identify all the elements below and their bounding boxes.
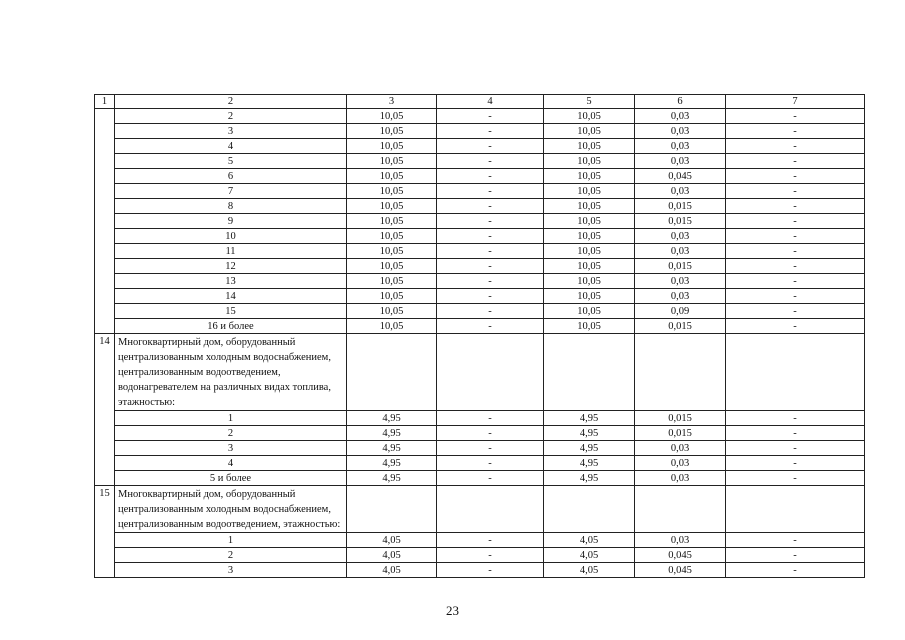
table-cell: - — [726, 426, 865, 441]
row-number: 14 — [95, 334, 115, 486]
table-cell: 10,05 — [544, 289, 635, 304]
table-cell: 3 — [115, 124, 347, 139]
table-cell: 0,015 — [635, 411, 726, 426]
empty-cell — [635, 486, 726, 533]
table-cell: 10,05 — [347, 139, 437, 154]
table-cell: 4,95 — [544, 411, 635, 426]
table-cell: - — [726, 184, 865, 199]
column-header: 7 — [726, 95, 865, 109]
group-description: Многоквартирный дом, оборудованный централизованным холодным водоснабжением, централизованным водоотведением, этажностью: — [115, 486, 347, 533]
table-cell: 3 — [115, 563, 347, 578]
table-cell: 10,05 — [347, 229, 437, 244]
table-row — [95, 563, 865, 578]
table-row — [95, 244, 865, 259]
table-cell: 4 — [115, 456, 347, 471]
table-cell: 0,03 — [635, 244, 726, 259]
table-cell: 4,95 — [347, 426, 437, 441]
table-cell: 0,045 — [635, 169, 726, 184]
table-cell: 2 — [115, 548, 347, 563]
table-cell: - — [437, 456, 544, 471]
table-cell: 10,05 — [544, 229, 635, 244]
table-cell: - — [437, 229, 544, 244]
table-cell: 0,03 — [635, 124, 726, 139]
column-header: 6 — [635, 95, 726, 109]
table-row — [95, 124, 865, 139]
table-cell: - — [437, 563, 544, 578]
group-title-row — [95, 334, 865, 411]
column-header: 3 — [347, 95, 437, 109]
page-number: 23 — [446, 603, 459, 618]
table-cell: 0,03 — [635, 533, 726, 548]
table-row — [95, 169, 865, 184]
table-cell: 4,05 — [544, 533, 635, 548]
table-cell: 10,05 — [347, 109, 437, 124]
table-cell: 11 — [115, 244, 347, 259]
table-cell: 4,05 — [347, 563, 437, 578]
table-cell: 0,03 — [635, 109, 726, 124]
table-cell: 4 — [115, 139, 347, 154]
table-cell: 3 — [115, 441, 347, 456]
table-cell: 2 — [115, 426, 347, 441]
table-cell: - — [726, 533, 865, 548]
table-cell: 0,03 — [635, 154, 726, 169]
table-cell: - — [726, 548, 865, 563]
table-cell: - — [726, 319, 865, 334]
table-cell: 4,95 — [544, 426, 635, 441]
table-cell: 0,03 — [635, 456, 726, 471]
table-row — [95, 259, 865, 274]
table-row — [95, 456, 865, 471]
empty-cell — [347, 334, 437, 411]
table-cell: - — [726, 244, 865, 259]
table-row — [95, 441, 865, 456]
norms-table — [94, 94, 865, 578]
table-cell: 0,03 — [635, 139, 726, 154]
table-cell: 10,05 — [544, 139, 635, 154]
table-cell: 10,05 — [544, 214, 635, 229]
table-cell: 0,03 — [635, 229, 726, 244]
table-cell: 0,03 — [635, 289, 726, 304]
table-cell: - — [726, 124, 865, 139]
table-cell: 7 — [115, 184, 347, 199]
table-cell: - — [726, 139, 865, 154]
table-cell: - — [437, 199, 544, 214]
table-cell: 4,95 — [347, 456, 437, 471]
table-body — [95, 95, 865, 578]
table-cell: - — [437, 304, 544, 319]
table-cell: - — [437, 548, 544, 563]
table-cell: 4,95 — [544, 471, 635, 486]
table-cell: 2 — [115, 109, 347, 124]
column-header: 2 — [115, 95, 347, 109]
table-cell: 4,95 — [544, 456, 635, 471]
table-cell: 15 — [115, 304, 347, 319]
table-cell: - — [437, 319, 544, 334]
table-cell: 10,05 — [347, 199, 437, 214]
table-cell: 10,05 — [347, 319, 437, 334]
table-cell: - — [437, 124, 544, 139]
table-cell: 10,05 — [544, 124, 635, 139]
table-cell: 10,05 — [544, 184, 635, 199]
table-row — [95, 411, 865, 426]
table-cell: - — [437, 274, 544, 289]
table-cell: 4,95 — [347, 441, 437, 456]
table-cell: - — [726, 289, 865, 304]
table-cell: 5 и более — [115, 471, 347, 486]
table-cell: 0,015 — [635, 426, 726, 441]
table-row — [95, 319, 865, 334]
table-cell: - — [437, 259, 544, 274]
table-cell: 4,05 — [347, 548, 437, 563]
table-cell: 0,045 — [635, 548, 726, 563]
table-row — [95, 289, 865, 304]
table-row — [95, 139, 865, 154]
table-row — [95, 274, 865, 289]
table-cell: 12 — [115, 259, 347, 274]
table-cell: 10,05 — [544, 154, 635, 169]
table-cell: 9 — [115, 214, 347, 229]
table-cell: 10,05 — [544, 199, 635, 214]
table-row — [95, 214, 865, 229]
table-cell: 4,05 — [544, 548, 635, 563]
table-cell: - — [437, 441, 544, 456]
table-cell: 10,05 — [544, 274, 635, 289]
empty-cell — [347, 486, 437, 533]
table-cell: 4,05 — [347, 533, 437, 548]
table-cell: 5 — [115, 154, 347, 169]
table-cell: 10,05 — [347, 124, 437, 139]
table-cell: - — [726, 169, 865, 184]
table-cell: 0,03 — [635, 274, 726, 289]
table-cell: 10,05 — [347, 154, 437, 169]
table-cell: 0,045 — [635, 563, 726, 578]
table-cell: 4,95 — [347, 471, 437, 486]
table-cell: - — [437, 411, 544, 426]
empty-cell — [437, 486, 544, 533]
table-row — [95, 533, 865, 548]
table-cell: 10,05 — [347, 244, 437, 259]
table-cell: 0,015 — [635, 259, 726, 274]
empty-cell — [544, 486, 635, 533]
empty-cell — [726, 486, 865, 533]
table-cell: 14 — [115, 289, 347, 304]
table-cell: 10 — [115, 229, 347, 244]
table-cell: 10,05 — [347, 169, 437, 184]
table-cell: - — [726, 441, 865, 456]
table-cell: 8 — [115, 199, 347, 214]
empty-cell — [437, 334, 544, 411]
row-number: 15 — [95, 486, 115, 578]
table-cell: 1 — [115, 533, 347, 548]
group-title-row — [95, 486, 865, 533]
table-row — [95, 426, 865, 441]
table-cell: - — [726, 214, 865, 229]
table-cell: - — [437, 169, 544, 184]
table-cell: - — [726, 304, 865, 319]
table-cell: 0,03 — [635, 441, 726, 456]
table-cell: 4,95 — [544, 441, 635, 456]
table-row — [95, 229, 865, 244]
table-row — [95, 154, 865, 169]
table-row — [95, 109, 865, 124]
table-cell: 10,05 — [544, 304, 635, 319]
table-cell: 13 — [115, 274, 347, 289]
group-description: Многоквартирный дом, оборудованный централизованным холодным водоснабжением, централизованным водоотведением, водонагревателем на различных видах топлива, этажностью: — [115, 334, 347, 411]
table-cell: 10,05 — [544, 169, 635, 184]
column-header: 5 — [544, 95, 635, 109]
table-cell: 10,05 — [347, 304, 437, 319]
table-cell: - — [726, 274, 865, 289]
table-cell: - — [437, 214, 544, 229]
table-cell: 10,05 — [544, 259, 635, 274]
header-row — [95, 95, 865, 109]
table-cell: - — [726, 199, 865, 214]
table-cell: 0,015 — [635, 319, 726, 334]
table-cell: 1 — [115, 411, 347, 426]
table-cell: 16 и более — [115, 319, 347, 334]
table-cell: 0,09 — [635, 304, 726, 319]
table-cell: - — [726, 109, 865, 124]
table-cell: - — [726, 411, 865, 426]
table-cell: 10,05 — [544, 319, 635, 334]
table-cell: - — [437, 109, 544, 124]
table-cell: 10,05 — [347, 289, 437, 304]
empty-cell — [635, 334, 726, 411]
table-cell: - — [437, 471, 544, 486]
table-cell: 4,05 — [544, 563, 635, 578]
table-cell: - — [726, 471, 865, 486]
table-row — [95, 199, 865, 214]
table-cell: - — [437, 289, 544, 304]
column-header: 1 — [95, 95, 115, 109]
table-cell: 6 — [115, 169, 347, 184]
empty-cell — [726, 334, 865, 411]
table-cell: - — [726, 229, 865, 244]
table-cell: 10,05 — [347, 214, 437, 229]
table-cell: 10,05 — [544, 109, 635, 124]
row-number-cell — [95, 109, 115, 334]
table-cell: - — [437, 184, 544, 199]
column-header: 4 — [437, 95, 544, 109]
table-cell: 0,015 — [635, 199, 726, 214]
table-cell: 10,05 — [544, 244, 635, 259]
table-cell: 10,05 — [347, 259, 437, 274]
table-cell: 0,03 — [635, 184, 726, 199]
table-cell: - — [726, 456, 865, 471]
table-cell: - — [726, 259, 865, 274]
table-cell: 0,015 — [635, 214, 726, 229]
table-cell: - — [437, 154, 544, 169]
table-row — [95, 471, 865, 486]
table-row — [95, 548, 865, 563]
table-row — [95, 304, 865, 319]
table-cell: 10,05 — [347, 184, 437, 199]
table-cell: - — [726, 154, 865, 169]
table-cell: - — [437, 244, 544, 259]
table-cell: - — [726, 563, 865, 578]
table-cell: - — [437, 533, 544, 548]
table-cell: - — [437, 139, 544, 154]
table-cell: 4,95 — [347, 411, 437, 426]
empty-cell — [544, 334, 635, 411]
table-row — [95, 184, 865, 199]
table-cell: 0,03 — [635, 471, 726, 486]
table-cell: 10,05 — [347, 274, 437, 289]
table-cell: - — [437, 426, 544, 441]
